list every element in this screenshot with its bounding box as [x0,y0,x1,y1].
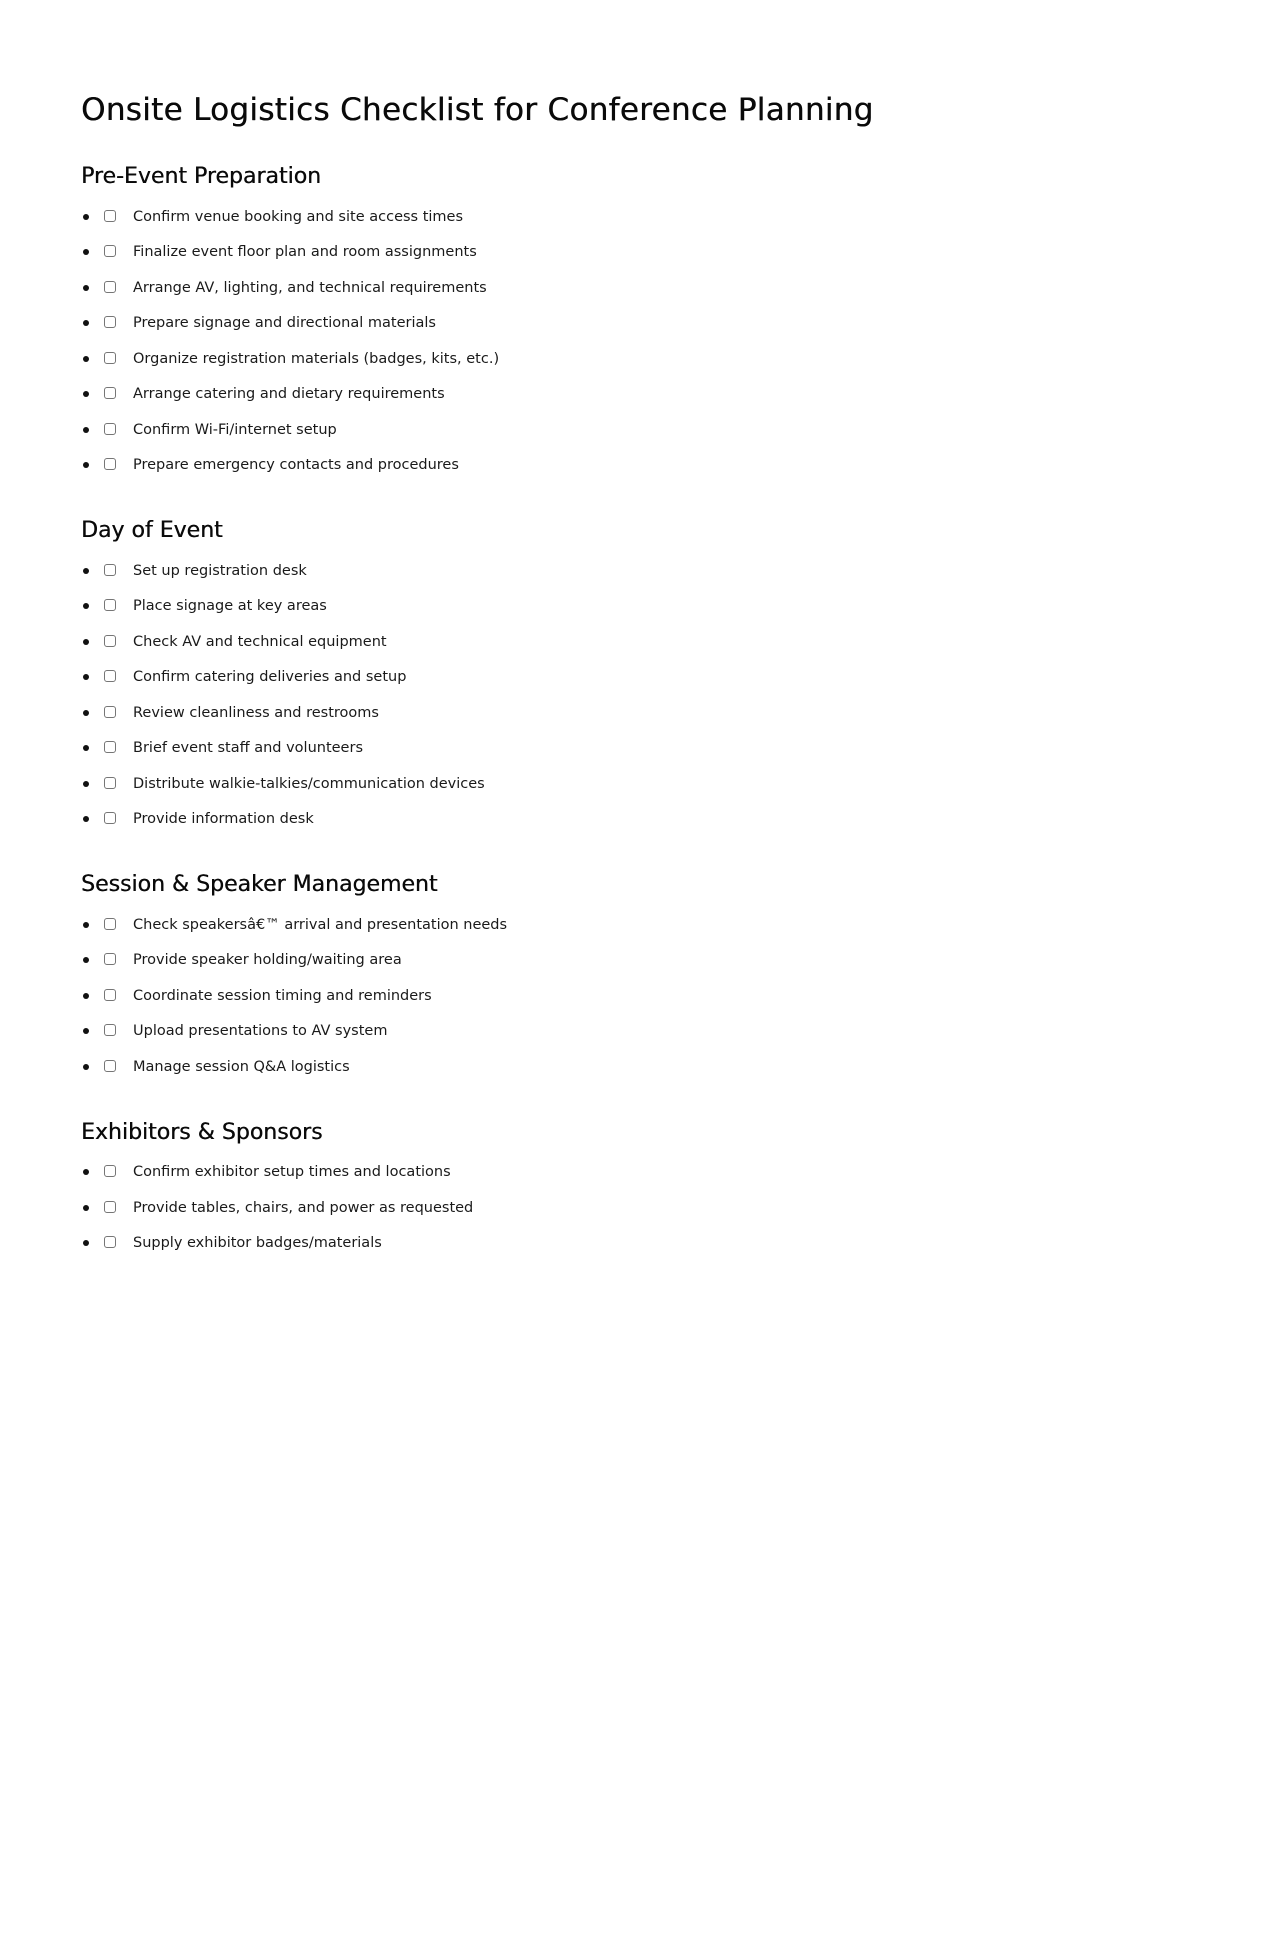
item-checkbox[interactable] [104,918,116,930]
bullet-icon [83,603,89,609]
item-label: Review cleanliness and restrooms [133,704,379,721]
item-checkbox[interactable] [104,1024,116,1036]
bullet-icon [83,1028,89,1034]
section-heading: Pre-Event Preparation [81,164,322,189]
bullet-icon [83,568,89,574]
checklist-item [81,589,1263,625]
checklist-item [81,1014,1263,1050]
item-checkbox[interactable] [104,635,116,647]
item-label: Provide speaker holding/waiting area [133,952,402,969]
section-heading: Exhibitors & Sponsors [81,1119,323,1145]
checklist-item [81,553,1263,589]
checklist-item [81,1155,1263,1191]
bullet-icon [83,285,89,291]
checklist [81,199,1263,483]
item-checkbox[interactable] [104,210,116,222]
item-label: Provide tables, chairs, and power as requested [133,1199,474,1216]
item-checkbox[interactable] [104,1165,116,1177]
checklist-item [81,341,1263,377]
checklist-item [81,199,1263,235]
checklist-item [81,377,1263,413]
item-label: Provide information desk [133,811,314,828]
item-checkbox[interactable] [104,387,116,399]
bullet-icon [83,1240,89,1246]
item-label: Confirm venue booking and site access times [133,208,464,225]
item-checkbox[interactable] [104,352,116,364]
item-label: Arrange AV, lighting, and technical requirements [133,279,487,296]
section-heading: Session & Speaker Management [81,872,438,897]
item-checkbox[interactable] [104,670,116,682]
checklist-item [81,270,1263,306]
checklist-item [81,802,1263,838]
item-label: Place signage at key areas [133,598,327,615]
checklist-item [81,624,1263,660]
item-checkbox[interactable] [104,564,116,576]
bullet-icon [83,674,89,680]
item-label: Supply exhibitor badges/materials [133,1235,382,1252]
checklist-section-3 [81,869,1263,1085]
item-label: Prepare signage and directional materials [133,315,436,332]
item-label: Confirm catering deliveries and setup [133,669,407,686]
item-label: Arrange catering and dietary requirements [133,386,445,403]
checklist-section-1 [81,161,1263,483]
item-checkbox[interactable] [104,1060,116,1072]
checklist-item [81,412,1263,448]
page-title: Onsite Logistics Checklist for Conference Planning [81,92,874,128]
item-label: Brief event staff and volunteers [133,740,363,757]
checklist-section-2 [81,515,1263,837]
bullet-icon [83,816,89,822]
item-checkbox[interactable] [104,1201,116,1213]
bullet-icon [83,462,89,468]
checklist [81,553,1263,837]
bullet-icon [83,1205,89,1211]
bullet-icon [83,639,89,645]
checklist-item [81,731,1263,767]
item-label: Confirm exhibitor setup times and locations [133,1164,451,1181]
checklist-item [81,306,1263,342]
item-checkbox[interactable] [104,599,116,611]
checklist-item [81,907,1263,943]
checklist-item [81,978,1263,1014]
bullet-icon [83,957,89,963]
item-checkbox[interactable] [104,245,116,257]
item-label: Set up registration desk [133,562,307,579]
checklist-item [81,235,1263,271]
item-checkbox[interactable] [104,458,116,470]
checklist-item [81,766,1263,802]
item-label: Check speakersâ€™ arrival and presentation needs [133,916,508,933]
checklist-item [81,695,1263,731]
bullet-icon [83,922,89,928]
checklist-item [81,943,1263,979]
item-label: Coordinate session timing and reminders [133,987,432,1004]
item-checkbox[interactable] [104,316,116,328]
bullet-icon [83,214,89,220]
bullet-icon [83,320,89,326]
bullet-icon [83,710,89,716]
item-label: Check AV and technical equipment [133,633,387,650]
item-checkbox[interactable] [104,989,116,1001]
item-checkbox[interactable] [104,777,116,789]
bullet-icon [83,781,89,787]
item-label: Prepare emergency contacts and procedures [133,457,459,474]
section-heading: Day of Event [81,518,223,543]
item-label: Upload presentations to AV system [133,1023,388,1040]
checklist-item [81,1226,1263,1262]
checklist [81,1155,1263,1262]
item-checkbox[interactable] [104,1236,116,1248]
bullet-icon [83,391,89,397]
checklist-section-4 [81,1117,1263,1262]
checklist-item [81,448,1263,484]
item-label: Finalize event floor plan and room assignments [133,244,477,261]
checklist [81,907,1263,1085]
item-label: Manage session Q&A logistics [133,1058,350,1075]
item-checkbox[interactable] [104,953,116,965]
bullet-icon [83,249,89,255]
bullet-icon [83,427,89,433]
item-label: Organize registration materials (badges, kits, etc.) [133,350,500,367]
item-checkbox[interactable] [104,812,116,824]
item-label: Distribute walkie-talkies/communication devices [133,775,485,792]
bullet-icon [83,356,89,362]
bullet-icon [83,993,89,999]
item-label: Confirm Wi-Fi/internet setup [133,421,337,438]
sections-container [81,161,1263,1261]
checklist-item [81,1049,1263,1085]
item-checkbox[interactable] [104,706,116,718]
bullet-icon [83,745,89,751]
item-checkbox[interactable] [104,281,116,293]
item-checkbox[interactable] [104,423,116,435]
item-checkbox[interactable] [104,741,116,753]
checklist-item [81,660,1263,696]
bullet-icon [83,1064,89,1070]
checklist-item [81,1190,1263,1226]
bullet-icon [83,1169,89,1175]
